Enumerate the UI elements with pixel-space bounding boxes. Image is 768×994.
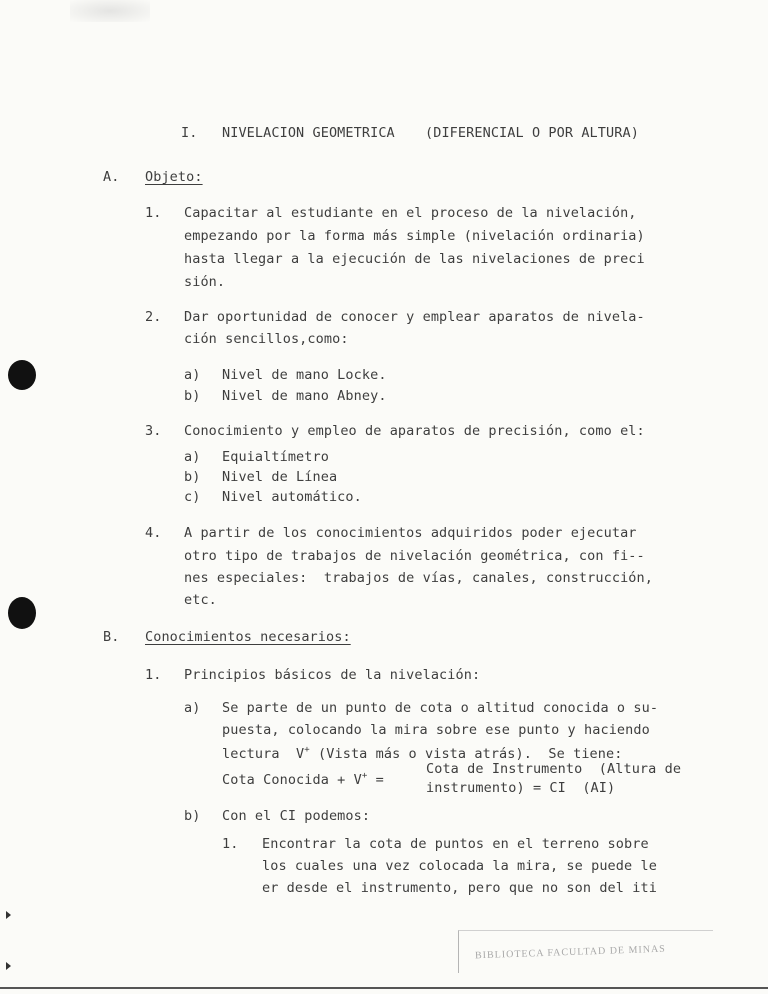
a4-line: nes especiales: trabajos de vías, canales, construcción, — [184, 570, 653, 586]
b1b-sub-line: los cuales una vez colocada la mira, se puede le — [262, 858, 657, 874]
heading-subtitle: (DIFERENCIAL O POR ALTURA) — [425, 125, 639, 141]
punch-hole — [8, 597, 36, 629]
a2-sub-text: Nivel de mano Abney. — [222, 388, 387, 404]
b1a-line3-sup: + — [304, 745, 310, 755]
a1-line: Capacitar al estudiante en el proceso de la nivelación, — [184, 205, 637, 221]
formula-right-line2: instrumento) = CI (AI) — [426, 780, 616, 796]
a2-sub-text: Nivel de mano Locke. — [222, 367, 387, 383]
margin-arrow-icon — [6, 911, 11, 919]
a1-line: sión. — [184, 274, 226, 290]
b1b-sub-line: er desde el instrumento, pero que no son del iti — [262, 880, 657, 896]
a3-line: Conocimiento y empleo de aparatos de precisión, como el: — [184, 423, 645, 439]
a4-line: etc. — [184, 592, 217, 608]
a3-sub-label: c) — [184, 489, 201, 505]
formula-left — [222, 772, 384, 788]
a2-sub-label: a) — [184, 367, 201, 383]
b1-title: Principios básicos de la nivelación: — [184, 667, 481, 683]
a2-line: Dar oportunidad de conocer y emplear aparatos de nivela- — [184, 309, 645, 325]
a1-line: hasta llegar a la ejecución de las nivelaciones de preci — [184, 251, 645, 267]
section-a-title: Objeto: — [145, 169, 203, 185]
formula-equals: = — [367, 772, 384, 788]
formula-right-line1: Cota de Instrumento (Altura de — [426, 761, 682, 777]
library-stamp — [458, 930, 713, 973]
section-b-letter: B. — [103, 629, 120, 645]
heading-title: NIVELACION GEOMETRICA — [222, 125, 395, 141]
punch-hole — [8, 360, 36, 390]
formula-left-sup: + — [361, 771, 368, 781]
a3-number: 3. — [145, 423, 162, 439]
a3-sub-label: b) — [184, 469, 201, 485]
a4-number: 4. — [145, 525, 162, 541]
library-stamp-text: BIBLIOTECA FACULTAD DE MINAS — [474, 943, 666, 962]
section-a-letter: A. — [103, 169, 120, 185]
b1b-sub-number: 1. — [222, 836, 239, 852]
b1a-line: Se parte de un punto de cota o altitud conocida o su- — [222, 700, 659, 716]
scan-smudge — [70, 0, 150, 22]
margin-arrow-icon — [6, 962, 11, 970]
a4-line: otro tipo de trabajos de nivelación geométrica, con fi-- — [184, 548, 645, 564]
a2-line: ción sencillos,como: — [184, 331, 349, 347]
a2-sub-label: b) — [184, 388, 201, 404]
a3-sub-text: Nivel automático. — [222, 489, 362, 505]
a3-sub-label: a) — [184, 449, 201, 465]
heading-number: I. — [181, 125, 198, 141]
a4-line: A partir de los conocimientos adquiridos poder ejecutar — [184, 525, 637, 541]
formula-left-text: Cota Conocida + V — [222, 772, 362, 788]
a3-sub-text: Nivel de Línea — [222, 469, 338, 485]
b1a-line — [222, 746, 622, 762]
b1a-line3-end: (Vista más o vista atrás). Se tiene: — [309, 746, 623, 762]
bottom-edge-rule — [0, 987, 768, 989]
a1-line: empezando por la forma más simple (nivelación ordinaria) — [184, 228, 645, 244]
a2-number: 2. — [145, 309, 162, 325]
a3-sub-text: Equialtímetro — [222, 449, 329, 465]
a1-number: 1. — [145, 205, 162, 221]
b1-number: 1. — [145, 667, 162, 683]
b1a-label: a) — [184, 700, 201, 716]
b1b-label: b) — [184, 808, 201, 824]
b1b-text: Con el CI podemos: — [222, 808, 371, 824]
b1a-line3-start: lectura V — [222, 746, 305, 762]
b1b-sub-line: Encontrar la cota de puntos en el terreno sobre — [262, 836, 649, 852]
section-b-title: Conocimientos necesarios: — [145, 629, 351, 645]
b1a-line: puesta, colocando la mira sobre ese punto y haciendo — [222, 722, 650, 738]
